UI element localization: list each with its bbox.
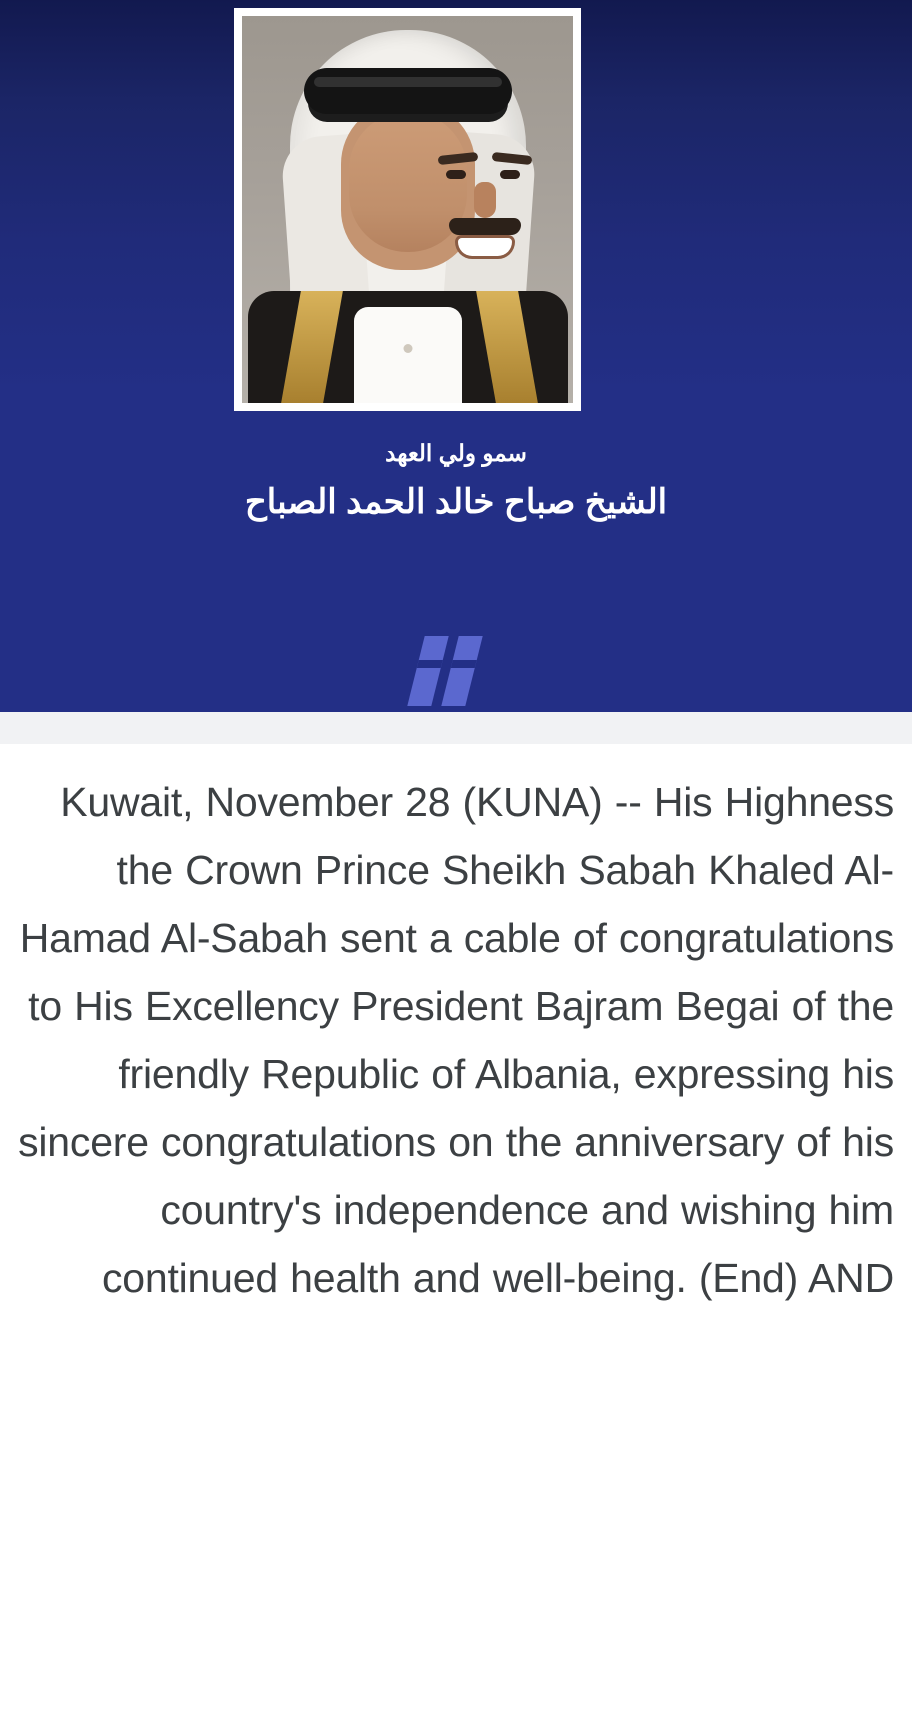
hero-banner xyxy=(0,0,912,712)
nose-shape xyxy=(474,182,496,218)
article-body xyxy=(0,768,912,1312)
caption-title: سمو ولي العهد xyxy=(385,440,527,466)
quote-mark-icon xyxy=(406,636,506,706)
mouth-shape xyxy=(458,238,512,256)
collar-button-shape xyxy=(403,344,412,353)
eye-left-shape xyxy=(446,170,466,179)
quote-bar-right xyxy=(441,636,482,706)
moustache-shape xyxy=(449,218,521,235)
face-shape xyxy=(341,102,475,270)
eye-right-shape xyxy=(500,170,520,179)
crown-prince-portrait xyxy=(242,16,573,403)
agal-cord-shape xyxy=(304,68,512,114)
section-divider xyxy=(0,712,912,744)
hero-caption xyxy=(0,436,912,528)
portrait-frame xyxy=(234,8,581,411)
caption-name: الشيخ صباح خالد الحمد الصباح xyxy=(244,483,668,521)
quote-bar-left xyxy=(407,636,448,706)
article-paragraph: Kuwait, November 28 (KUNA) -- His Highness the Crown Prince Sheikh Sabah Khaled Al-Hamad Al-Sabah sent a cable of congratulations to His Excellency President Bajram Begai of the friendly Republic of Albania, expressing his sincere congratulations on the anniversary of his country's independence and wishing him continued health and well-being. (End) AND xyxy=(18,779,894,1301)
robe-shape xyxy=(354,307,462,403)
